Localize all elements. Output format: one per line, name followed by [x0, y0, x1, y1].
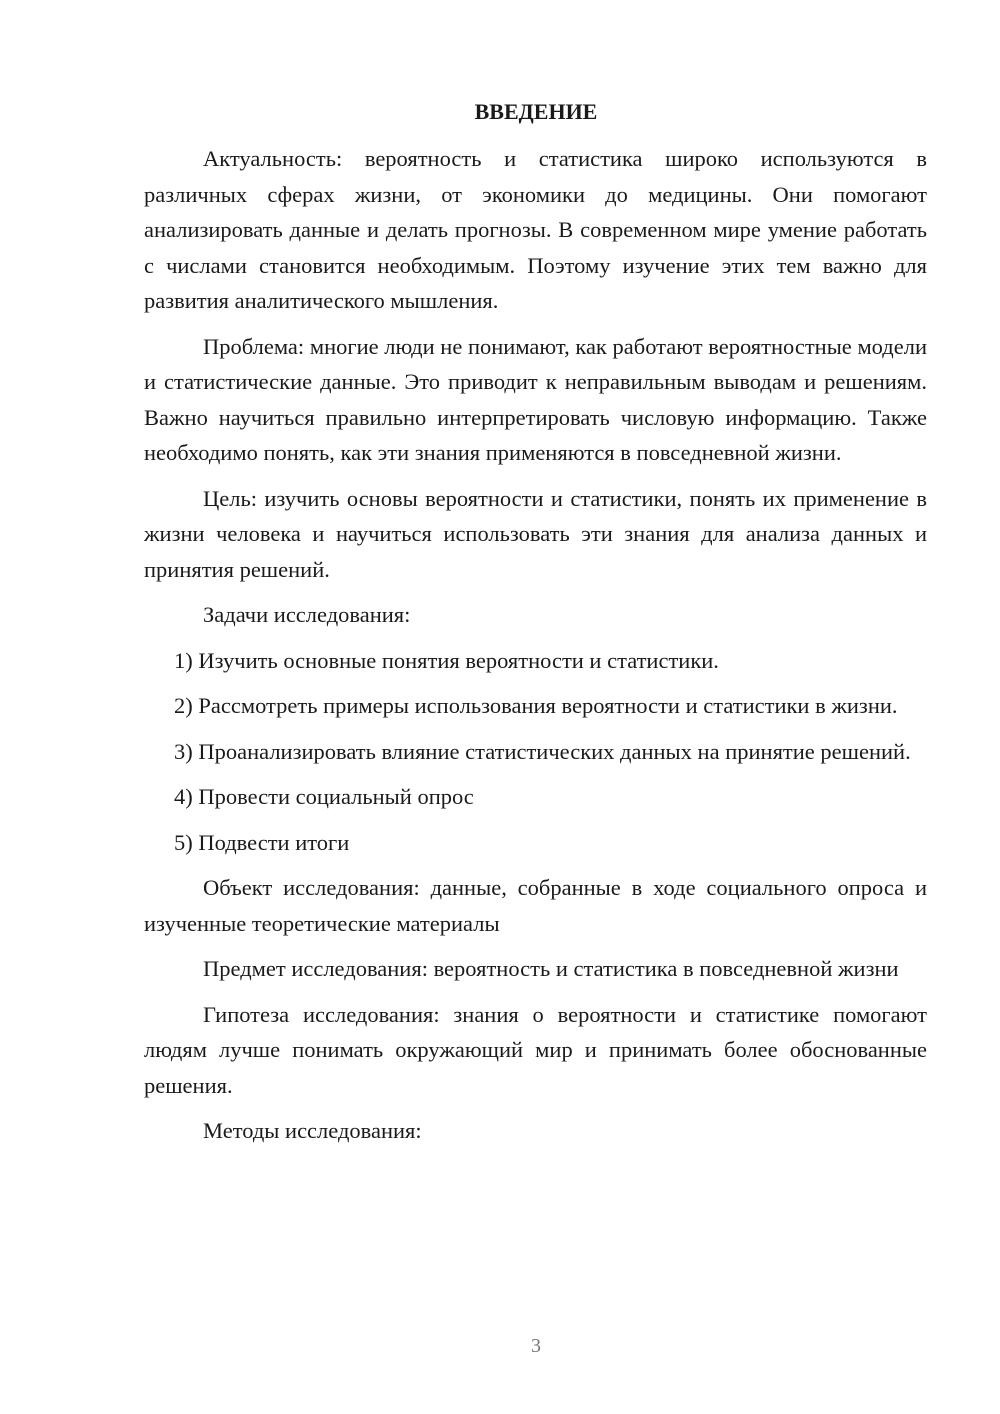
methods-heading: Методы исследования: — [203, 1118, 422, 1143]
section-title: ВВЕДЕНИЕ — [474, 99, 598, 124]
task-item: 5) Подвести итоги — [174, 829, 350, 855]
page-body — [144, 141, 927, 1159]
paragraph-subject: Предмет исследования: вероятность и статистика в повседневной жизни — [203, 956, 899, 981]
task-item: 4) Провести социальный опрос — [174, 784, 474, 809]
paragraph-goal: Цель: изучить основы вероятности и статистики, понять их применение в жизни человека и научиться использовать эти знания для анализа данных и принятия решений. — [144, 485, 927, 582]
task-item: 2) Рассмотреть примеры использования вероятности и статистики в жизни. — [174, 693, 898, 718]
task-item: 1) Изучить основные понятия вероятности и статистики. — [174, 647, 719, 673]
paragraph-object: Объект исследования: данные, собранные в ходе социального опроса и изученные теоретические материалы — [144, 875, 927, 936]
page-number: 3 — [531, 1335, 541, 1357]
paragraph-relevance: Актуальность: вероятность и статистика широко используются в различных сферах жизни, от экономики до медицины. Они помогают анализировать данные и делать прогнозы. В современном мире умение работать с числами становится необходимым. Поэтому изучение этих тем важно для развития аналитического мышления. — [144, 146, 927, 313]
paragraph-hypothesis: Гипотеза исследования: знания о вероятности и статистике помогают людям лучше понимать окружающий мир и принимать более обоснованные решения. — [144, 1001, 927, 1098]
tasks-heading: Задачи исследования: — [203, 602, 411, 627]
task-item: 3) Проанализировать влияние статистических данных на принятие решений. — [174, 738, 911, 764]
paragraph-problem: Проблема: многие люди не понимают, как работают вероятностные модели и статистические данные. Это приводит к неправильным выводам и решениям. Важно научиться правильно интерпретировать числовую информацию. Также необходимо понять, как эти знания применяются в повседневной жизни. — [144, 333, 927, 465]
